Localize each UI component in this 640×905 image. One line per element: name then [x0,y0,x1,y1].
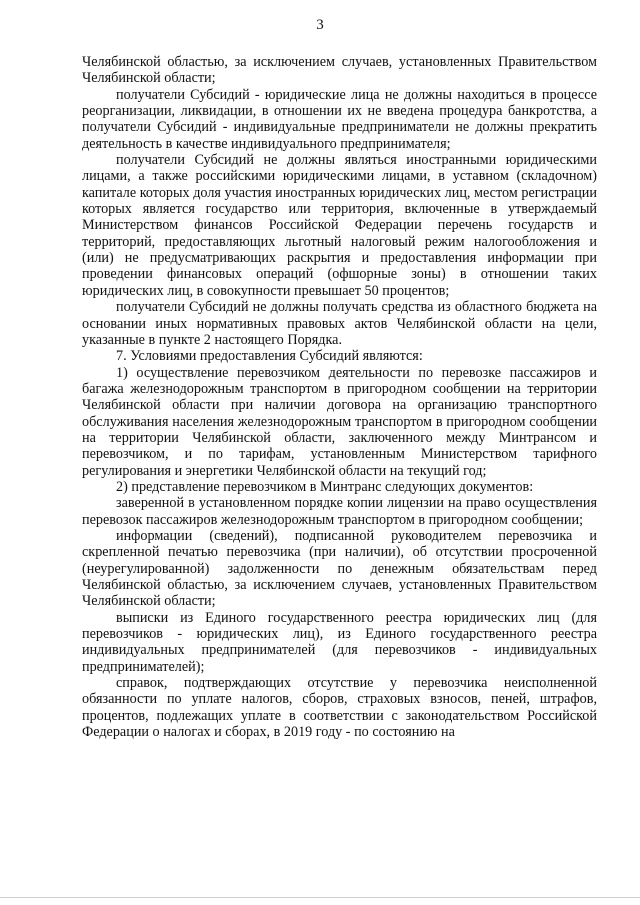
paragraph-foreign-entities-requirement: получатели Субсидий не должны являться иностранными юридическими лицами, а также российскими юридическими лицами, в уставном (складочном) капитале которых доля участия иностранных юридических лиц, местом регистрации которых является государство или территория, включенные в утверждаемый Министерством финансов Российской Федерации перечень государств и территорий, предоставляющих льготный налоговый режим налогообложения и (или) не предусматривающих раскрытия и предоставления информации при проведении финансовых операций (офшорные зоны) в отношении таких юридических лиц, в совокупности превышает 50 процентов; [82,152,597,299]
paragraph-condition-1: 1) осуществление перевозчиком деятельности по перевозке пассажиров и багажа железнодорожным транспортом в пригородном сообщении на территории Челябинской области при наличии договора на организацию транспортного обслуживания населения железнодорожным транспортом в пригородном сообщении на территории Челябинской области, заключенного между Минтрансом и перевозчиком, и по тарифам, установленным Министерством тарифного регулирования и энергетики Челябинской области на текущий год; [82,364,597,479]
page-bottom-edge [0,897,640,898]
paragraph-continuation: Челябинской областью, за исключением случаев, установленных Правительством Челябинской области; [82,54,597,87]
page-number: 3 [316,17,324,33]
document-body [82,54,597,740]
paragraph-reorganization-requirement: получатели Субсидий - юридические лица не должны находиться в процессе реорганизации, ликвидации, в отношении их не введена процедура банкротства, а получатели Субсидий - индивидуальные предприниматели не должны прекратить деятельность в качестве индивидуального предпринимателя; [82,86,597,152]
paragraph-debt-information: информации (сведений), подписанной руководителем перевозчика и скрепленной печатью перевозчика (при наличии), об отсутствии просроченной (неурегулированной) задолженности по денежным обязательствам перед Челябинской областью, за исключением случаев, установленных Правительством Челябинской области; [82,527,597,610]
paragraph-section-7-heading: 7. Условиями предоставления Субсидий являются: [116,348,423,365]
paragraph-tax-certificates: справок, подтверждающих отсутствие у перевозчика неисполненной обязанности по уплате налогов, сборов, страховых взносов, пеней, штрафов, процентов, подлежащих уплате в соответствии с законодательством Российской Федерации о налогах и сборах, в 2019 году - по состоянию на [82,675,597,741]
paragraph-other-funding-requirement: получатели Субсидий не должны получать средства из областного бюджета на основании иных нормативных правовых актов Челябинской области на цели, указанные в пункте 2 настоящего Порядка. [82,299,597,348]
paragraph-registry-extract: выписки из Единого государственного реестра юридических лиц (для перевозчиков - юридических лиц), из Единого государственного реестра индивидуальных предпринимателей (для перевозчиков - индивидуальных предпринимателей); [82,609,597,675]
paragraph-condition-2: 2) представление перевозчиком в Минтранс следующих документов: [116,478,534,495]
paragraph-license-copy: заверенной в установленном порядке копии лицензии на право осуществления перевозок пассажиров железнодорожным транспортом в пригородном сообщении; [82,495,597,528]
